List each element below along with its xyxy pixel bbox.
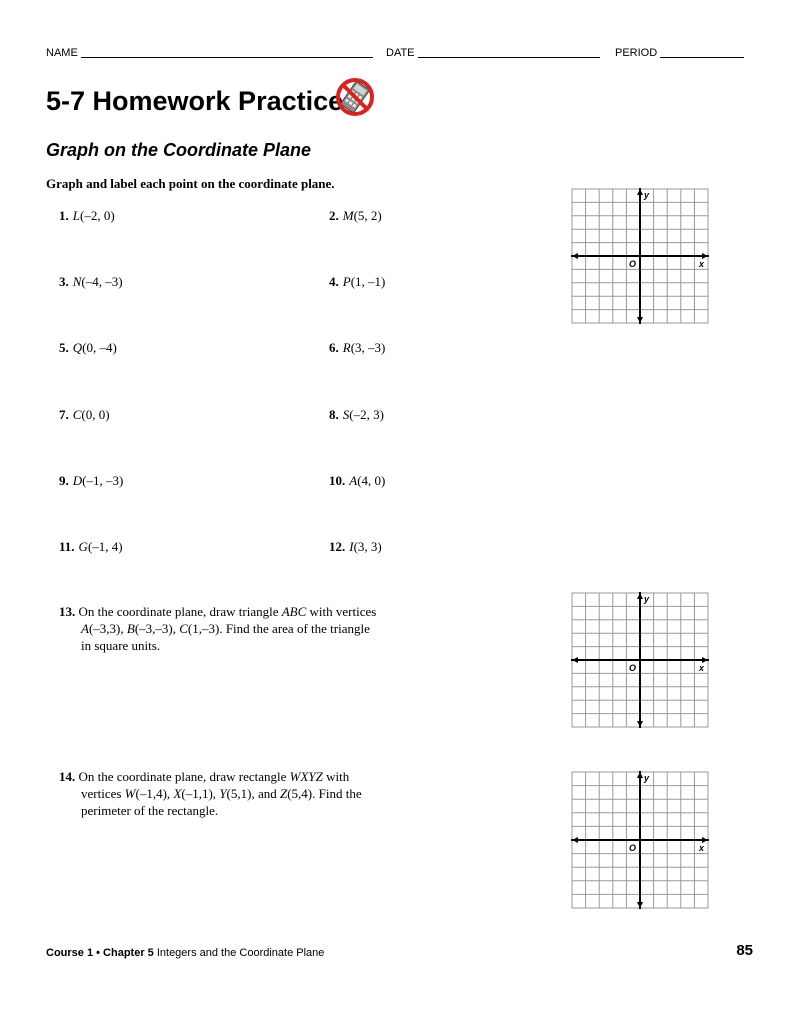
problem-number: 9. <box>59 472 69 488</box>
point-coords: (–1, –3) <box>82 472 124 488</box>
point-name: D <box>72 472 83 488</box>
problem-item <box>59 274 123 290</box>
point-name: S <box>342 406 350 422</box>
point-coords: (0, –4) <box>82 340 117 356</box>
period-blank[interactable] <box>660 47 744 58</box>
problem-item <box>329 340 385 356</box>
y-axis-label: y <box>644 773 650 783</box>
problem-item <box>59 208 115 224</box>
point-coords: (4, 0) <box>357 472 386 488</box>
problem-number: 7. <box>59 406 69 422</box>
point-coords: (5, 2) <box>353 208 382 223</box>
x-axis-label: x <box>699 843 705 853</box>
point-name: P <box>342 274 351 290</box>
problem-13: 13. On the coordinate plane, draw triangle ABC with vertices A(–3,3), B(–3,–3), C(1,–3). Find the area of the triangle in square units. <box>59 604 377 653</box>
problem-item <box>59 539 123 555</box>
point-coords: (–2, 3) <box>349 406 384 422</box>
x-axis-label: x <box>699 259 705 269</box>
period-label: PERIOD <box>615 47 658 59</box>
page-number: 85 <box>736 942 753 959</box>
point-name: A <box>349 472 358 488</box>
origin-label: O <box>629 663 637 673</box>
point-coords: (–1, 4) <box>87 539 123 554</box>
point-name: C <box>72 406 82 422</box>
problem-item <box>59 473 123 489</box>
problem-number: 10. <box>329 472 346 488</box>
point-coords: (–2, 0) <box>79 208 115 223</box>
point-coords: (3, –3) <box>350 340 386 356</box>
problem-item <box>59 340 117 356</box>
problem-item <box>329 208 382 224</box>
date-field[interactable] <box>386 47 600 59</box>
point-name: I <box>349 539 354 554</box>
period-field[interactable] <box>615 47 744 59</box>
problem-number: 1. <box>59 208 69 223</box>
y-axis-label: y <box>644 594 650 604</box>
problem-number: 8. <box>329 406 339 422</box>
instructions: Graph and label each point on the coordinate plane. <box>46 176 335 191</box>
no-calculator-icon <box>334 76 376 118</box>
problem-number: 6. <box>329 340 339 356</box>
point-name: R <box>342 340 351 356</box>
x-axis-label: x <box>699 663 705 673</box>
problem-item <box>329 473 385 489</box>
problem-number: 4. <box>329 274 339 290</box>
coordinate-grid-13[interactable] <box>570 591 710 729</box>
problem-number: 12. <box>329 539 346 554</box>
point-name: M <box>342 208 354 223</box>
point-name: L <box>72 208 80 223</box>
point-coords: (–4, –3) <box>81 274 123 290</box>
problem-number: 3. <box>59 274 69 290</box>
problem-item <box>329 274 385 290</box>
problem-item <box>59 407 110 423</box>
coordinate-grid-1[interactable] <box>570 187 710 325</box>
point-coords: (1, –1) <box>350 274 386 290</box>
page-title: 5-7 Homework Practice <box>46 86 344 116</box>
point-name: G <box>78 539 88 554</box>
problem-item <box>329 539 382 555</box>
problem-number: 2. <box>329 208 339 223</box>
y-axis-label: y <box>644 190 650 200</box>
coordinate-grid-14[interactable] <box>570 770 710 910</box>
point-name: Q <box>72 340 83 356</box>
name-label: NAME <box>46 47 78 59</box>
page-subtitle: Graph on the Coordinate Plane <box>46 140 312 160</box>
problem-number: 5. <box>59 340 69 356</box>
point-coords: (0, 0) <box>81 406 110 422</box>
origin-label: O <box>629 259 637 269</box>
name-blank[interactable] <box>81 47 373 58</box>
footer: Course 1 • Chapter 5 Integers and the Coordinate Plane <box>46 947 325 959</box>
point-name: N <box>72 274 82 290</box>
date-label: DATE <box>386 47 415 59</box>
problem-14: 14. On the coordinate plane, draw rectangle WXYZ with vertices W(–1,4), X(–1,1), Y(5,1), and Z(5,4). Find the perimeter of the rectangle. <box>59 769 362 818</box>
origin-label: O <box>629 843 637 853</box>
date-blank[interactable] <box>418 47 600 58</box>
point-coords: (3, 3) <box>353 539 382 554</box>
name-field[interactable] <box>46 47 373 59</box>
problem-item <box>329 407 384 423</box>
problem-number: 11. <box>59 539 75 554</box>
